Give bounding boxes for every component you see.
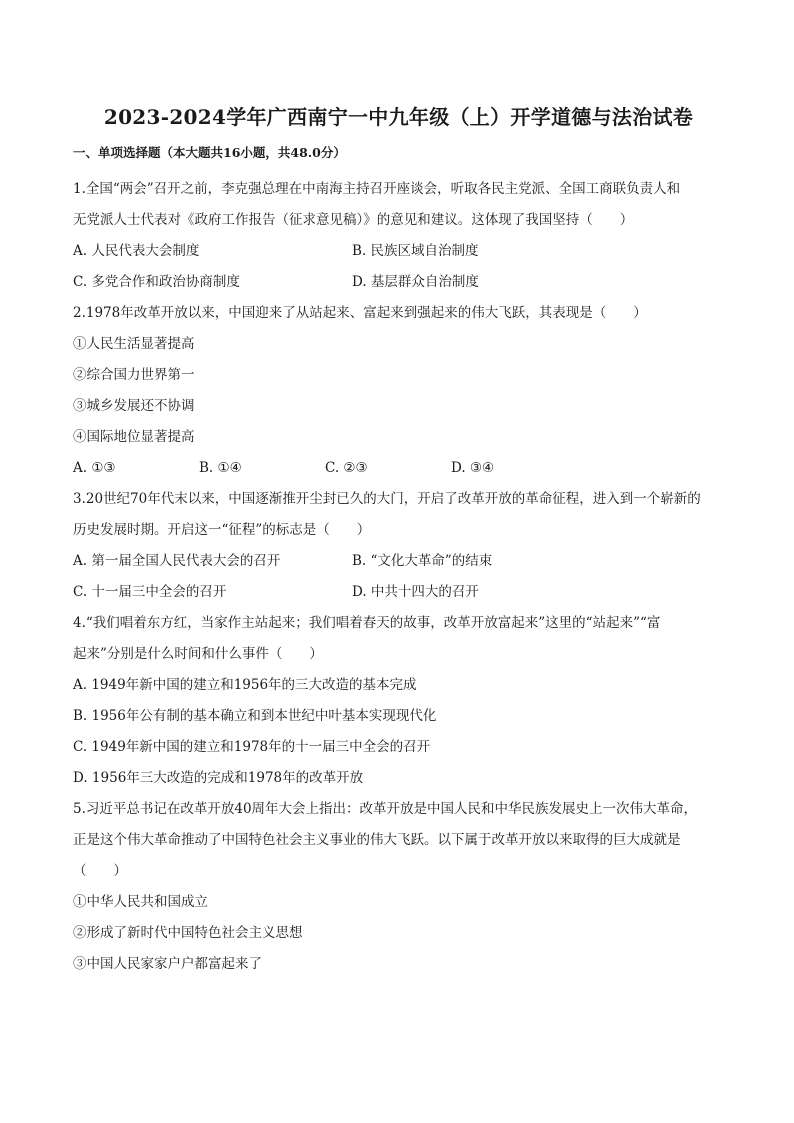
option-a: A. 第一届全国人民代表大会的召开: [73, 553, 281, 569]
option-c: C. 多党合作和政治协商制度: [73, 274, 240, 290]
options-row: [73, 236, 724, 267]
statement-item: ④国际地位显著提高: [73, 429, 195, 445]
question-4: [73, 608, 724, 794]
statement-item: ①中华人民共和国成立: [73, 894, 208, 910]
option-a: A. 人民代表大会制度: [73, 243, 200, 259]
question-text-line: 3.20世纪70年代末以来，中国逐渐推开尘封已久的大门，开启了改革开放的革命征程，进入到一个崭新的: [73, 491, 701, 507]
option-a: A. 1949年新中国的建立和1956年的三大改造的基本完成: [73, 677, 417, 693]
question-5: [73, 794, 724, 980]
question-text-line: 1.全国“两会”召开之前，李克强总理在中南海主持召开座谈会，听取各民主党派、全国工商联负责人和: [73, 181, 681, 197]
option-c: C. 1949年新中国的建立和1978年的十一届三中全会的召开: [73, 739, 431, 755]
statement-item: ②形成了新时代中国特色社会主义思想: [73, 925, 303, 941]
option-b: B. 1956年公有制的基本确立和到本世纪中叶基本实现现代化: [73, 708, 437, 724]
statement-item: ③城乡发展还不协调: [73, 398, 195, 414]
options-row: [73, 577, 724, 608]
question-text-line: 4.“我们唱着东方红，当家作主站起来；我们唱着春天的故事，改革开放富起来”这里的“站起来”“富: [73, 615, 661, 631]
option-d: D. 基层群众自治制度: [352, 274, 479, 290]
question-text-line: 无党派人士代表对《政府工作报告（征求意见稿）》的意见和建议。这体现了我国坚持（ ）: [73, 212, 634, 228]
question-text-line: 5.习近平总书记在改革开放40周年大会上指出：改革开放是中国人民和中华民族发展史上一次伟大革命，: [73, 801, 698, 817]
question-text-line: 起来”分别是什么时间和什么事件（ ）: [73, 646, 323, 662]
options-row: [73, 453, 724, 484]
option-d: D. 中共十四大的召开: [352, 584, 479, 600]
question-2: [73, 298, 724, 484]
section-heading: 一、单项选择题（本大题共16小题，共48.0分）: [73, 145, 346, 160]
option-b: B. “文化大革命”的结束: [352, 553, 493, 569]
option-c: C. ②③: [325, 460, 368, 476]
question-text-line: （ ）: [73, 863, 127, 879]
option-b: B. ①④: [199, 460, 242, 476]
statement-item: ③中国人民家家户户都富起来了: [73, 956, 262, 972]
option-a: A. ①③: [73, 460, 116, 476]
options-row: [73, 546, 724, 577]
statement-item: ①人民生活显著提高: [73, 336, 195, 352]
question-text-line: 2.1978年改革开放以来，中国迎来了从站起来、富起来到强起来的伟大飞跃，其表现是（ ）: [73, 305, 647, 321]
options-row: [73, 267, 724, 298]
statement-item: ②综合国力世界第一: [73, 367, 195, 383]
page-title: 2023-2024学年广西南宁一中九年级（上）开学道德与法治试卷: [103, 105, 694, 129]
option-b: B. 民族区域自治制度: [352, 243, 479, 259]
option-c: C. 十一届三中全会的召开: [73, 584, 227, 600]
option-d: D. ③④: [451, 460, 495, 476]
option-d: D. 1956年三大改造的完成和1978年的改革开放: [73, 770, 364, 786]
question-text-line: 历史发展时期。开启这一“征程”的标志是（ ）: [73, 522, 371, 538]
question-3: [73, 484, 724, 608]
question-1: [73, 174, 724, 298]
question-text-line: 正是这个伟大革命推动了中国特色社会主义事业的伟大飞跃。以下属于改革开放以来取得的巨大成就是: [73, 832, 681, 848]
